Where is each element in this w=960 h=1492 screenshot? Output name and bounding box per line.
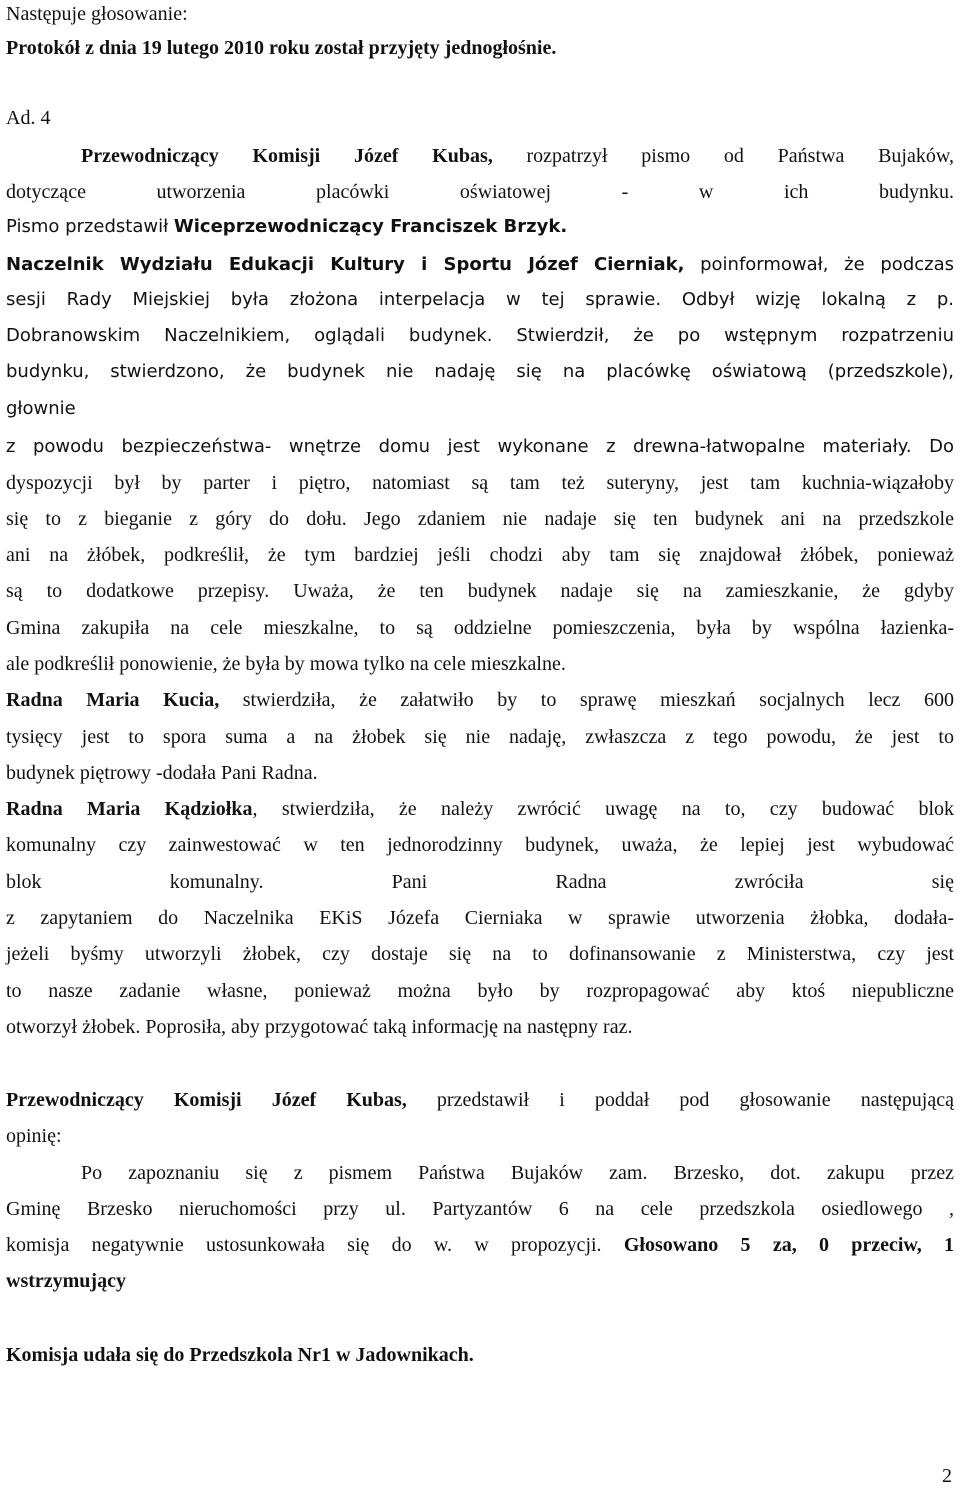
- text-run: Przewodniczący Komisji Józef Kubas,: [81, 145, 493, 167]
- text-run: Przewodniczący Komisji Józef Kubas,: [6, 1089, 407, 1111]
- text-run: Ad. 4: [6, 107, 51, 129]
- text-line: [6, 1013, 954, 1041]
- text-run: rozpatrzył pismo od Państwa Bujaków,: [492, 145, 954, 167]
- text-line: [6, 831, 954, 859]
- text-run: budynku, stwierdzono, że budynek nie nadaję się na placówkę oświatową (przedszkole),: [6, 361, 954, 382]
- text-run: przedstawił i poddał pod głosowanie następującą: [406, 1089, 954, 1111]
- text-line: [6, 723, 954, 751]
- text-run: Gminę Brzesko nieruchomości przy ul. Partyzantów 6 na cele przedszkola osiedlowego ,: [6, 1198, 954, 1220]
- text-run: tysięcy jest to spora suma a na żłobek się nie nadaję, zwłaszcza z tego powodu, że jest to: [6, 726, 954, 748]
- text-run: Komisja udała się do Przedszkola Nr1 w Jadownikach.: [6, 1344, 474, 1366]
- text-line: [6, 614, 954, 642]
- text-run: Gmina zakupiła na cele mieszkalne, to są oddzielne pomieszczenia, była by wspólna łazienka-: [6, 617, 954, 639]
- text-run: dyspozycji był by parter i piętro, natomiast są tam też suteryny, jest tam kuchnia-wiązałoby: [6, 472, 954, 494]
- text-line: [6, 178, 954, 206]
- text-run: Po zapoznaniu się z pismem Państwa Bujaków zam. Brzesko, dot. zakupu przez: [81, 1162, 954, 1184]
- text-line: [81, 142, 954, 170]
- text-run: Naczelnik Wydziału Edukacji Kultury i Sportu Józef Cierniak,: [6, 254, 685, 275]
- text-run: budynek piętrowy -dodała Pani Radna.: [6, 762, 318, 784]
- text-run: opinię:: [6, 1125, 62, 1147]
- text-line: [6, 759, 954, 787]
- text-run: dotyczące utworzenia placówki oświatowej - w ich budynku.: [6, 181, 954, 203]
- text-line: [6, 940, 954, 968]
- text-line: [6, 395, 954, 423]
- text-run: Do: [911, 436, 954, 457]
- text-line: [6, 213, 954, 241]
- text-run: są to dodatkowe przepisy.: [6, 580, 270, 602]
- text-run: stwierdziła, że załatwiło by to sprawę mieszkań socjalnych lecz 600: [219, 689, 954, 711]
- text-line: [6, 1341, 954, 1369]
- text-line: [6, 1267, 954, 1295]
- text-line: [6, 322, 954, 350]
- text-run: Głosowano 5 za, 0 przeciw, 1: [623, 1234, 954, 1256]
- text-run: komisja negatywnie ustosunkowała się do w. w propozycji.: [6, 1234, 624, 1256]
- text-line: [6, 433, 954, 461]
- text-run: sesji Rady Miejskiej była złożona interpelacja w tej sprawie. Odbył wizję lokalną z p.: [6, 289, 954, 310]
- text-line: [6, 1086, 954, 1114]
- text-run: Radna Maria Kucia,: [6, 689, 220, 711]
- text-line: [6, 650, 954, 678]
- text-line: [6, 541, 954, 569]
- text-run: się to z bieganie z góry do dołu.: [6, 508, 347, 530]
- text-line: [6, 34, 954, 62]
- text-run: Protokół z dnia 19 lutego 2010 roku został przyjęty jednogłośnie.: [6, 37, 557, 59]
- text-run: ani na żłóbek, podkreślił, że tym bardziej jeśli chodzi aby tam się znajdował żłóbek, ponieważ: [6, 544, 954, 566]
- text-line: [81, 1159, 954, 1187]
- text-line: [6, 1231, 954, 1259]
- text-line: [6, 1122, 954, 1150]
- text-line: [6, 251, 954, 279]
- text-run: Stwierdził, że po wstępnym rozpatrzeniu: [492, 325, 954, 346]
- page-number: 2: [942, 1465, 952, 1487]
- text-run: ale podkreślił ponowienie, że była by mowa tylko na cele mieszkalne.: [6, 653, 566, 675]
- text-line: [6, 104, 954, 132]
- text-line: [6, 686, 954, 714]
- text-run: poinformował, że podczas: [684, 254, 954, 275]
- text-line: [6, 469, 954, 497]
- text-run: Jego zdaniem nie nadaje się ten budynek ani na przedszkole: [346, 508, 954, 530]
- text-line: [6, 0, 954, 28]
- text-line: [6, 358, 954, 386]
- text-run: Uważa, że ten budynek nadaje się na zamieszkanie, że gdyby: [269, 580, 954, 602]
- text-line: [6, 868, 954, 896]
- text-run: wstrzymujący: [6, 1270, 126, 1292]
- text-run: z zapytaniem do Naczelnika EKiS Józefa Cierniaka w sprawie utworzenia żłobka, dodała-: [6, 907, 954, 929]
- text-run: otworzył żłobek. Poprosiła, aby przygotować taką informację na następny raz.: [6, 1016, 633, 1038]
- text-line: [6, 977, 954, 1005]
- text-line: [6, 286, 954, 314]
- text-run: to nasze zadanie własne, ponieważ można było by rozpropagować aby ktoś niepubliczne: [6, 980, 954, 1002]
- text-line: [6, 577, 954, 605]
- text-line: [6, 505, 954, 533]
- text-run: głownie: [6, 398, 76, 419]
- text-run: Wiceprzewodniczący Franciszek Brzyk.: [173, 216, 568, 237]
- text-run: komunalny czy zainwestować w ten jednorodzinny budynek, uważa, że lepiej jest wybudować: [6, 834, 954, 856]
- text-line: [6, 1195, 954, 1223]
- text-line: [6, 795, 954, 823]
- text-run: Pismo przedstawił: [6, 216, 174, 237]
- text-line: [6, 904, 954, 932]
- text-run: Następuje głosowanie:: [6, 3, 188, 25]
- text-run: , stwierdziła, że należy zwrócić uwagę na to, czy budować blok: [252, 798, 954, 820]
- text-run: Radna Maria Kądziołka: [6, 798, 253, 820]
- text-run: z powodu bezpieczeństwa- wnętrze domu jest wykonane z drewna-łatwopalne materiały.: [6, 436, 912, 457]
- text-run: jeżeli byśmy utworzyli żłobek, czy dostaje się na to dofinansowanie z Ministerstwa, czy jest: [6, 943, 954, 965]
- text-run: Dobranowskim Naczelnikiem, oglądali budynek.: [6, 325, 493, 346]
- text-run: blok komunalny. Pani Radna zwróciła się: [6, 871, 954, 893]
